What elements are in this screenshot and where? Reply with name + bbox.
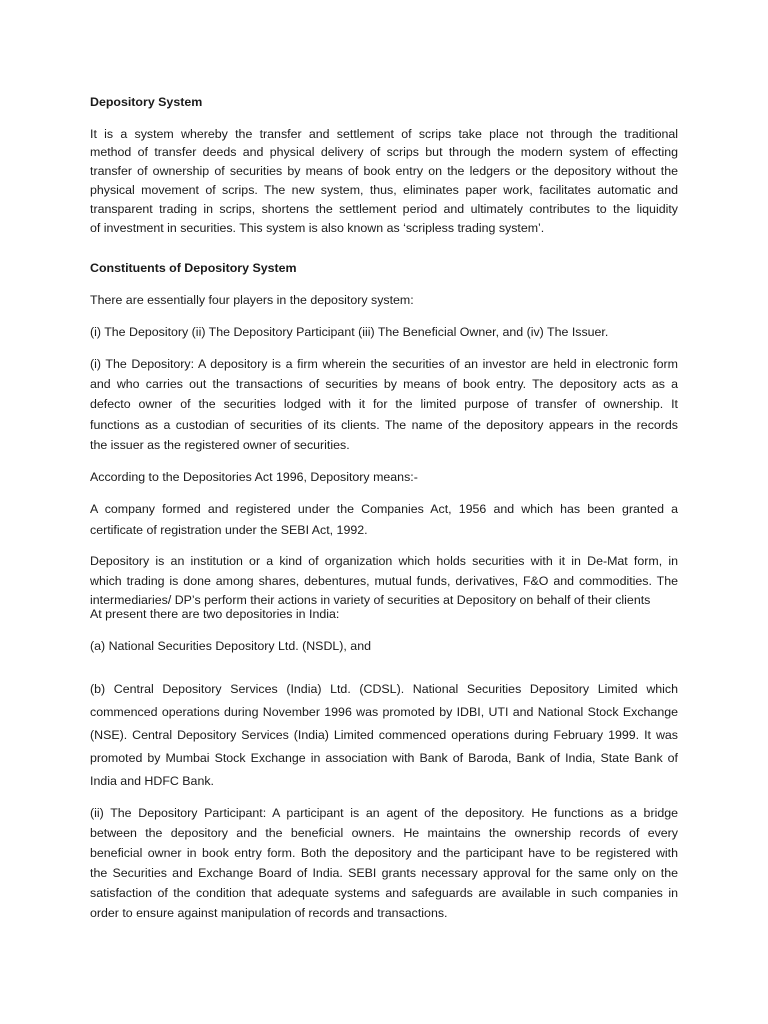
text-line: transparent trading in scrips, shortens the settlement period and ultimately contributes to the liquidity xyxy=(90,201,678,216)
paragraph xyxy=(90,291,678,310)
text-line: promoted by Mumbai Stock Exchange in association with Bank of Baroda, Bank of India, State Bank of xyxy=(90,750,678,765)
paragraph xyxy=(90,125,678,238)
text-line: According to the Depositories Act 1996, Depository means:- xyxy=(90,469,418,484)
text-line: intermediaries/ DP’s perform their actions in variety of securities at Depository on behalf of their clients xyxy=(90,593,651,608)
paragraph xyxy=(90,354,678,455)
text-line: functions as a custodian of securities of its clients. The name of the depository appears in the records xyxy=(90,417,678,432)
text-line: It is a system whereby the transfer and settlement of scrips take place not through the traditional xyxy=(90,126,678,141)
paragraph xyxy=(90,499,678,541)
text-line: satisfaction of the condition that adequate systems and safeguards are available in such companies in xyxy=(90,886,678,900)
paragraph xyxy=(90,637,678,656)
text-line: India and HDFC Bank. xyxy=(90,773,214,788)
section-heading xyxy=(90,93,678,112)
paragraph xyxy=(90,468,678,487)
text-line: At present there are two depositories in India: xyxy=(90,606,340,621)
paragraph xyxy=(90,678,678,793)
text-line: which trading is done among shares, debentures, mutual funds, derivatives, F&O and commodities. The xyxy=(90,573,678,588)
paragraph xyxy=(90,552,678,611)
text-line: There are essentially four players in the depository system: xyxy=(90,292,414,307)
text-line: (NSE). Central Depository Services (India) Limited commenced operations during February 1999. It was xyxy=(90,727,678,742)
paragraph xyxy=(90,323,678,342)
text-line: beneficial owner in book entry form. Both the depository and the participant have to be registered with xyxy=(90,846,678,860)
text-line: of investment in securities. This system is also known as ‘scripless trading system’. xyxy=(90,220,545,235)
text-line: A company formed and registered under the Companies Act, 1956 and which has been granted a xyxy=(90,501,678,516)
text-line: (ii) The Depository Participant: A participant is an agent of the depository. He functions as a bridge xyxy=(90,806,678,820)
text-line: (i) The Depository: A depository is a firm wherein the securities of an investor are held in electronic form xyxy=(90,356,678,371)
text-line: method of transfer deeds and physical delivery of scrips but through the modern system of effecting xyxy=(90,145,678,160)
text-line: (a) National Securities Depository Ltd. (NSDL), and xyxy=(90,638,371,653)
text-line: Depository is an institution or a kind of organization which holds securities with it in De-Mat form, in xyxy=(90,554,678,569)
text-line: Depository System xyxy=(90,94,203,109)
text-line: the Securities and Exchange Board of India. SEBI grants necessary approval for the same only on the xyxy=(90,866,678,880)
text-line: certificate of registration under the SEBI Act, 1992. xyxy=(90,522,368,537)
paragraph xyxy=(90,605,678,624)
text-line: (i) The Depository (ii) The Depository Participant (iii) The Beneficial Owner, and (iv) The Issuer. xyxy=(90,324,609,339)
text-line: physical movement of scrips. The new system, thus, eliminates paper work, facilitates automatic and xyxy=(90,182,678,197)
paragraph xyxy=(90,803,678,923)
text-line: and who carries out the transactions of securities by means of book entry. The depository acts as a xyxy=(90,377,678,392)
text-line: Constituents of Depository System xyxy=(90,260,297,275)
text-line: commenced operations during November 1996 was promoted by IDBI, UTI and National Stock Exchange xyxy=(90,704,678,719)
text-line: order to ensure against manipulation of records and transactions. xyxy=(90,906,448,920)
section-heading xyxy=(90,259,678,278)
text-line: the issuer as the registered owner of securities. xyxy=(90,437,350,452)
text-line: defecto owner of the securities lodged with it for the limited purpose of transfer of ownership. It xyxy=(90,397,678,412)
text-line: (b) Central Depository Services (India) Ltd. (CDSL). National Securities Depository Limited which xyxy=(90,681,678,696)
text-line: between the depository and the beneficial owners. He maintains the ownership records of every xyxy=(90,826,678,840)
text-line: transfer of ownership of securities by means of book entry on the ledgers or the depository without the xyxy=(90,164,678,179)
